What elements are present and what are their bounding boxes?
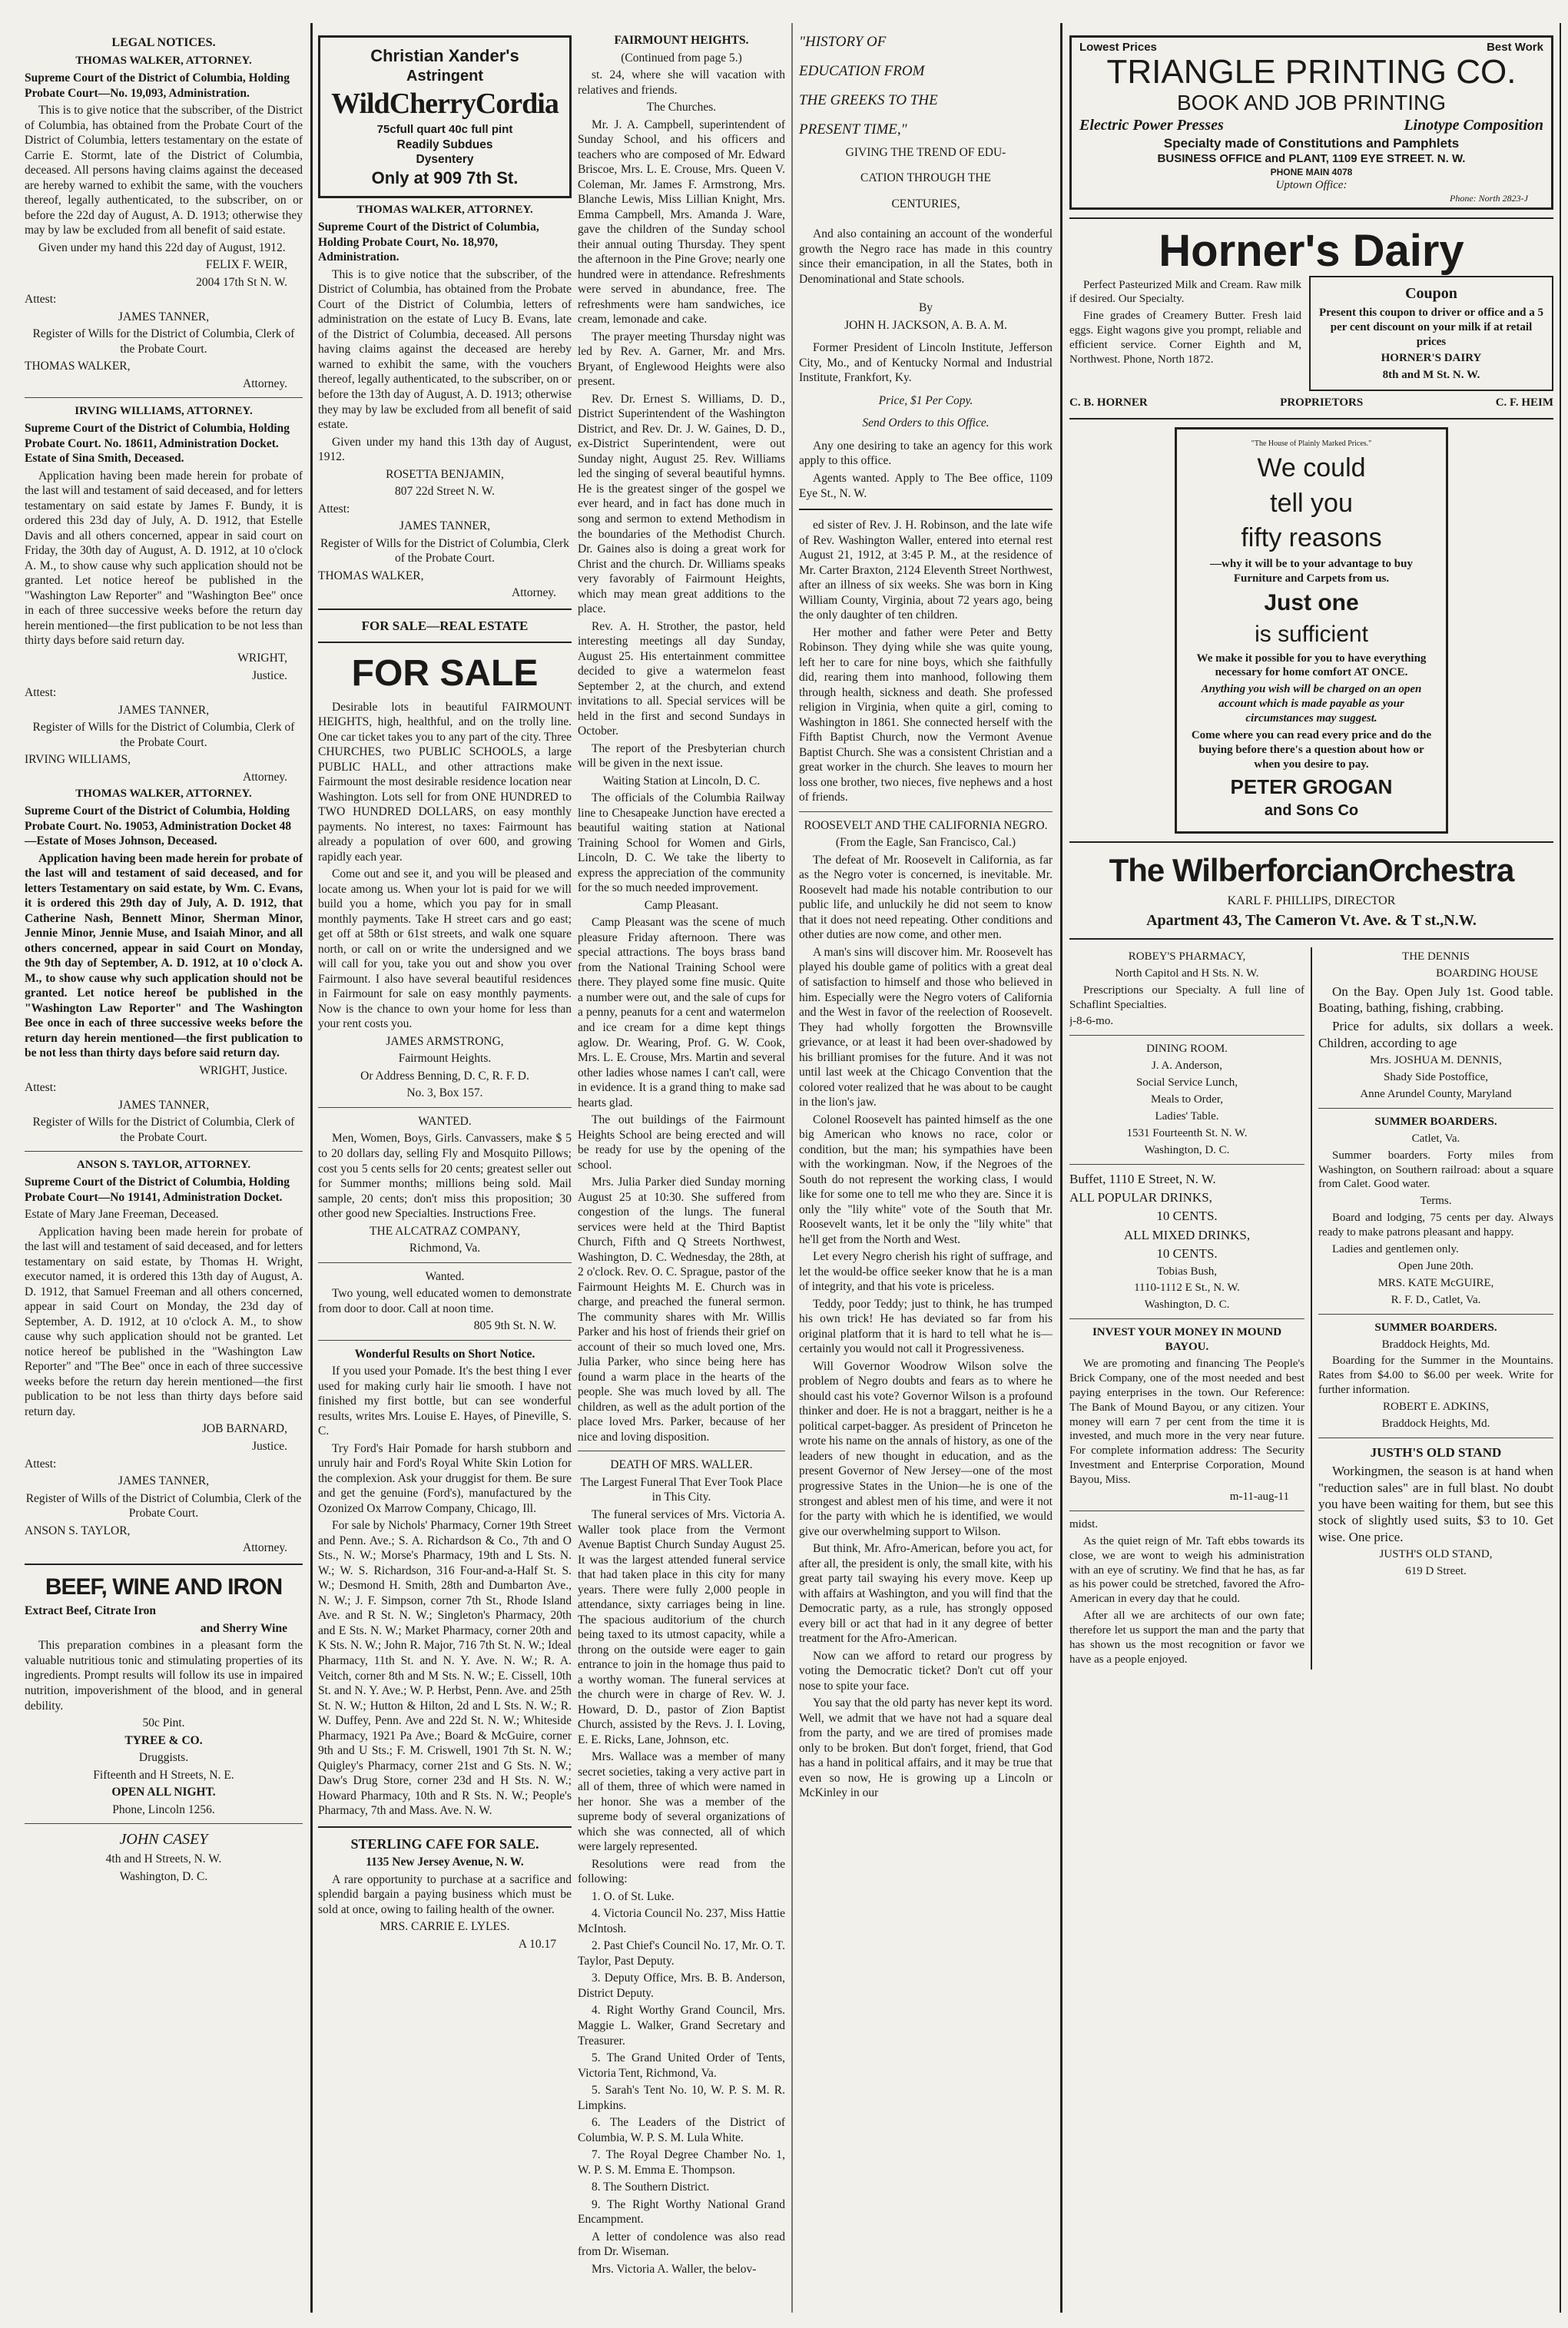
notice-register: JAMES TANNER, (399, 519, 491, 533)
column-five (1069, 31, 1553, 2313)
coupon-address: 8th and M St. N. W. (1382, 369, 1480, 382)
notice-address: 807 22d Street N. W. (394, 485, 496, 499)
coupon-title: Coupon (1405, 284, 1457, 302)
book-order: Send Orders to this Office. (862, 416, 990, 430)
book-title-line: EDUCATION FROM (799, 62, 925, 79)
notice-attorney-sign: ANSON S. TAYLOR, (25, 1524, 131, 1537)
ad-tag: Best Work (1487, 41, 1543, 54)
ad-buffet-price: 10 CENTS. (1156, 1209, 1218, 1224)
notice-register-title: Register of Wills for the District of Columbia, Clerk of the Probate Court. (320, 536, 570, 565)
notice-attest: Attest: (25, 293, 57, 307)
pomade-body: Try Ford's Hair Pomade for harsh stubborn and unruly hair and Ford's Royal White Skin Lotion for the complexion. Ask your druggist for them. Be sure and get the genuine (Ford's), manufactured by the Ozonized Ox Marrow Company, Chicago, Ill. (318, 1441, 572, 1515)
ad-company: TRIANGLE PRINTING CO. (1106, 52, 1517, 91)
ad-summer-title: SUMMER BOARDERS. (1374, 1321, 1497, 1334)
notice-address: 2004 17th St N. W. (196, 275, 287, 289)
ad-city: Washington, D. C. (119, 1869, 208, 1883)
ad-address: 1110-1112 E St., N. W. (1134, 1282, 1240, 1295)
ad-tag: "The House of Plainly Marked Prices." (1251, 439, 1372, 449)
ad-tag: Lowest Prices (1079, 41, 1157, 54)
article-subhead: Waiting Station at Lincoln, D. C. (602, 774, 761, 788)
article-body: The out buildings of the Fairmount Heights School are being erected and will be ready for use by the opening of the school. (578, 1113, 785, 1172)
ad-service: Social Service Lunch, (1135, 1076, 1238, 1089)
ad-service: Ladies' Table. (1155, 1109, 1219, 1123)
ad-body: Perfect Pasteurized Milk and Cream. Raw milk if desired. Our Specialty. (1069, 278, 1301, 306)
ad-body: Ladies and gentlemen only. (1332, 1243, 1459, 1256)
notice-attorney-title: Attorney. (243, 770, 287, 784)
ad-body: Board and lodging, 75 cents per day. Always ready to make patrons pleasant and happy. (1318, 1212, 1553, 1239)
ad-phone: Phone, Lincoln 1256. (112, 1802, 215, 1816)
cafe-date: A 10.17 (518, 1937, 556, 1951)
obituary-title: DEATH OF MRS. WALLER. (610, 1458, 753, 1472)
notice-attorney-title: Attorney. (243, 1541, 287, 1555)
ad-store: JUSTH'S OLD STAND, (1379, 1548, 1493, 1561)
ad-justh-title: JUSTH'S OLD STAND (1370, 1444, 1502, 1460)
ad-headline: fifty reasons (1241, 523, 1382, 553)
ad-orchestra-name: The WilberforcianOrchestra (1109, 851, 1514, 888)
notice-body: This is to give notice that the subscriber, of the District of Columbia, has obtained from the Probate Court of the District of Columbia, letters of administration on the estate of Lucy B. Evans, late of the District of Columbia, deceased. All persons having claims against the deceased are hereby warned to exhibit the same, with the vouchers thereof, legally authenticated, to the subscriber, on or before the 13th day of August, A. D. 1913; otherwise they may by law be excluded from all benefit of said estate. (318, 267, 572, 432)
book-title-line: "HISTORY OF (799, 34, 887, 50)
ad-product: WildCherryCordia (331, 87, 559, 120)
ad-subtitle: Astringent (406, 67, 483, 85)
section-title: LEGAL NOTICES. (111, 36, 216, 49)
resolution-item: 8. The Southern District. (592, 2180, 710, 2194)
ad-owner: Tobias Bush, (1156, 1265, 1218, 1278)
ad-company-sub: and Sons Co (1264, 802, 1359, 820)
wanted-title: Wanted. (425, 1269, 465, 1283)
article-body: Mrs. Julia Parker died Sunday morning August 25 at 10:30. She suffered from congestion of the lungs. The funeral services were held at the Third Baptist Church, Fifth and Q Streets Northwest, Washington, D. C. Wednesday, the 28th, at 2 o'clock. Rev. O. C. Sprague, pastor of the Fairmount Heights M. E. Church was in charge, and preached the funeral sermon. The community shares with Mr. Willis Parker and his host of friends their grief on account of their so much loved one, Mrs. Julia Parker, who since being here has found a warm place in the hearts of the people. She was much loved by all. The children, as well as the adult portion of the place loved Mrs. Parker, because of her nice and loving disposition. (578, 1176, 785, 1444)
legal-notice (25, 54, 303, 391)
article-body: midst. (1069, 1517, 1099, 1530)
resolution-item: 6. The Leaders of the District of Columbia, W. P. S. M. Lula White. (578, 2116, 785, 2144)
pomade-body: If you used your Pomade. It's the best thing I ever used for making curly hair lie smooth. I have not finished my first bottle, but can see wonderful results, writes Mrs. Louise E. Hayes, of Pineville, S. C. (318, 1365, 572, 1438)
legal-notice (25, 404, 303, 784)
ad-terms: Terms. (1420, 1195, 1452, 1208)
book-body: And also containing an account of the wonderful growth the Negro race has made in this country since their emancipation, in all the States, both in Denominational and State schools. (799, 227, 1053, 286)
ad-claim: Dysentery (416, 153, 474, 167)
ad-name: JOHN CASEY (119, 1831, 208, 1849)
ad-buffet-price: 10 CENTS. (1156, 1246, 1218, 1262)
article-body: st. 24, where she will vacation with relatives and friends. (578, 68, 785, 97)
ad-address: Apartment 43, The Cameron Vt. Ave. & T st.,N.W. (1146, 911, 1477, 929)
article-title: FAIRMOUNT HEIGHTS. (614, 34, 749, 47)
resolution-item: 7. The Royal Degree Chamber No. 1, W. P. S. M. Emma E. Thompson. (578, 2148, 785, 2177)
book-by: By (918, 301, 933, 315)
article-body: After all we are architects of our own fate; therefore let us support the man and the party that has shown us the most recognition or favor we have as a people enjoyed. (1069, 1610, 1304, 1666)
notice-judge: WRIGHT, Justice. (199, 1063, 287, 1077)
ad-headline: Just one (1264, 589, 1359, 615)
notice-register-title: Register of Wills for the District of Columbia, Clerk of the Probate Court. (32, 1116, 295, 1144)
wanted-company: THE ALCATRAZ COMPANY, (370, 1224, 520, 1238)
resolution-item: 1. O. of St. Luke. (592, 1889, 675, 1903)
book-subtitle: GIVING THE TREND OF EDU- (845, 145, 1006, 159)
ad-headline: We could (1257, 453, 1366, 483)
notice-register-title: Register of Wills for the District of Columbia, Clerk of the Probate Court. (32, 327, 295, 356)
article-body: But think, Mr. Afro-American, before you act, for after all, the president is only, the small kite, with his great party tail swaying his every move. Keep up with affairs at Washington, and you will find that the Democratic party, as a rule, has strongly opposed every bill or act that had in it any degree of better treatment for the Afro-American. (799, 1542, 1053, 1646)
ad-summer-title: SUMMER BOARDERS. (1374, 1115, 1497, 1128)
article-body: Let every Negro cherish his right of suffrage, and let the would-be office seeker know that he is a man of integrity, and that his vote is priceless. (799, 1250, 1053, 1294)
book-agents: Agents wanted. Apply to The Bee office, 1109 Eye St., N. W. (799, 472, 1053, 500)
ad-price: 50c Pint. (142, 1716, 185, 1730)
cafe-body: A rare opportunity to purchase at a sacrifice and splendid bargain a paying business which must be sold at once, owing to failing health of the owner. (318, 1872, 572, 1916)
ad-specialty: Specialty made of Constitutions and Pamphlets (1163, 136, 1460, 151)
notice-judge: JOB BARNARD, (201, 1422, 287, 1436)
ad-uptown-phone: Phone: North 2823-J (1450, 192, 1528, 204)
ad-body: Anything you wish will be charged on an open account which is made payable as your circumstances may suggest. (1201, 683, 1422, 725)
ad-address: BUSINESS OFFICE and PLANT, 1109 EYE STREET. N. W. (1157, 151, 1466, 165)
ad-address: 1531 Fourteenth St. N. W. (1126, 1126, 1248, 1139)
ad-buffet-line: ALL POPULAR DRINKS, (1069, 1189, 1212, 1205)
ad-open: Open June 20th. (1398, 1259, 1474, 1272)
ad-brand: Christian Xander's (370, 46, 519, 65)
obituary-subtitle: The Largest Funeral That Ever Took Place in This City. (580, 1475, 783, 1504)
ad-buffet-line: ALL MIXED DRINKS, (1123, 1227, 1251, 1242)
ad-county: Anne Arundel County, Maryland (1360, 1088, 1512, 1101)
notice-register-title: Register of Wills for the District of Columbia, Clerk of the Probate Court. (32, 721, 295, 749)
notice-judge-title: Justice. (251, 668, 287, 682)
notice-attest: Attest: (25, 1081, 57, 1095)
ad-hours: OPEN ALL NIGHT. (111, 1786, 216, 1799)
notice-attorney-title: Attorney. (243, 376, 287, 390)
notice-register: JAMES TANNER, (118, 703, 210, 717)
book-ad (799, 33, 1053, 501)
wanted-title: WANTED. (418, 1114, 472, 1128)
notice-court: Supreme Court of the District of Columbia, Holding Probate Court. No. 18611, Administration Docket. Estate of Sina Smith, Deceased. (25, 422, 290, 466)
notice-attest: Attest: (25, 686, 57, 700)
resolution-item: 2. Past Chief's Council No. 17, Mr. O. T. Taylor, Past Deputy. (578, 1939, 785, 1968)
notice-court: Supreme Court of the District of Columbia, Holding Probate Court—No 19141, Administration Docket. (25, 1176, 290, 1204)
article-body: Teddy, poor Teddy; just to think, he has trumped his own trick! He has deviated so far from his original platform that it is hard to tell what he is—certainly you would not call it Progressiveness. (799, 1297, 1053, 1356)
notice-body: Application having been made herein for probate of the last will and testament of said deceased, and for letters Testamentary on said estate, by Wm. C. Evans, it is ordered this 29th day of July, A. D. 1912, that Catherine Nash, Bennett Minor, Sherman Minor, Jennie Minor, Jennie Muse, and Isaiah Minor, and all others concerned, appear in said Court on Monday, the 9th day of September, A. D. 1912, at 10 o'clock A. M., to show cause why such application should not be granted. Let notice hereof be published in the "Washington Law Reporter" and The Washington Bee once in each of three successive weeks before the return day herein mentioned—the first publication to be not less than thirty days before said return day. (25, 851, 303, 1060)
ad-city: Washington, D. C. (1144, 1298, 1230, 1312)
ad-store-type: Druggists. (138, 1751, 189, 1765)
article-subhead: Camp Pleasant. (644, 898, 719, 912)
article-body: You say that the old party has never kept its word. Well, we admit that we have not had a square deal from the party, and we are tired of promises made only to be broken. But don't forget, friend, that God has a hand in political affairs, and it may be true that even so now, He is growing up a Lincoln or McKinley in our (799, 1696, 1053, 1800)
notice-body: This is to give notice that the subscriber, of the District of Columbia, has obtained from the Probate Court of the District of Columbia, letters testamentary on the estate of Carrie E. Stormt, late of the District of Columbia, deceased. All persons having claims against the deceased are hereby warned to exhibit the same, with the vouchers thereof, legally authenticated, to the subscriber, on or before the 22d day of August, A. D. 1913; otherwise they may by law be excluded from all benefit of said estate. (25, 104, 303, 237)
notice-signer: ROSETTA BENJAMIN, (386, 467, 504, 481)
sale-box: No. 3, Box 157. (406, 1086, 483, 1100)
ad-owner: MRS. KATE McGUIRE, (1377, 1276, 1494, 1289)
resolution-item: 4. Right Worthy Grand Council, Mrs. Maggie L. Walker, Grand Secretary and Treasurer. (578, 2004, 785, 2048)
notice-judge-title: Justice. (251, 1440, 287, 1453)
book-title-line: PRESENT TIME," (799, 121, 907, 138)
ad-owner: Mrs. JOSHUA M. DENNIS, (1370, 1054, 1502, 1067)
column-rule (1560, 23, 1561, 2313)
book-title-line: THE GREEKS TO THE (799, 91, 938, 108)
column-two (318, 31, 572, 2313)
resolution-item: 3. Deputy Office, Mrs. B. B. Anderson, District Deputy. (578, 1972, 785, 2000)
notice-register: JAMES TANNER, (118, 310, 210, 323)
ad-city: Washington, D. C. (1144, 1143, 1230, 1156)
ad-place: Braddock Heights, Md. (1381, 1338, 1490, 1351)
ad-body: This preparation combines in a pleasant form the valuable nutritious tonic and stimulating properties of its ingredients. Prompt results will follow its use in impaired nutrition, impoverishment of the blood, and in general debility. (25, 1639, 303, 1713)
notice-attorney-sign: THOMAS WALKER, (318, 569, 424, 582)
article-continued: (Continued from page 5.) (621, 51, 742, 65)
article-title: ROOSEVELT AND THE CALIFORNIA NEGRO. (804, 818, 1048, 832)
ad-body: Prescriptions our Specialty. A full line of Schaflint Specialties. (1069, 983, 1304, 1011)
notice-court: Supreme Court of the District of Columbia, Holding Probate Court—No. 19,093, Administration. (25, 71, 290, 100)
article-body: A man's sins will discover him. Mr. Roosevelt has played his double game of politics with a great deal of satisfaction to himself and those who believed in him. Especially were the Negro voters of California and the West in favor of the reelection of Roosevelt. They had wholly forgotten the Brownsville grievance, or at least it had been over-shadowed by his brilliant promises for the future. And it was not until last week at the Chicago Convention that the colored voter realized that he was about to be caught in the lion's jaw. (799, 945, 1053, 1109)
obituary-body: The funeral services of Mrs. Victoria A. Waller took place from the Vermont Avenue Baptist Church Sunday August 25. It was the largest attended funeral service that had taken place in this city for many years. There were fully 2,000 people in attendance, sixty carriages being in line. The spacious auditorium of the church being taxed to its utmost capacity, while a throng on the outside were eager to gain entrance to join in the homage thus paid to a worthy woman. The funeral services at the church were in charge of Rev. W. J. Howard, D. D., pastor of Zion Baptist Church, assisted by the Revs. J. I. Loving, E. E. Ricks, Lane, Johnson, etc. (578, 1507, 785, 1746)
notice-given: Given under my hand this 13th day of August, 1912. (318, 435, 572, 464)
ad-address: Shady Side Postoffice, (1384, 1071, 1488, 1084)
notice-attorney: THOMAS WALKER, ATTORNEY. (75, 55, 252, 68)
notice-attorney: ANSON S. TAYLOR, ATTORNEY. (76, 1159, 251, 1172)
ad-horner-title: Horner's Dairy (1159, 225, 1464, 276)
notice-judge: WRIGHT, (237, 651, 287, 665)
column-rule (310, 23, 313, 2313)
ad-body: Fine grades of Creamery Butter. Fresh laid eggs. Eight wagons give you prompt, reliable and efficient service. Corner Eighth and M, Northwest. Phone, North 1872. (1069, 310, 1301, 366)
ad-triangle-printing (1069, 35, 1553, 210)
ad-store: TYREE & CO. (124, 1733, 203, 1747)
column-rule (791, 23, 793, 2313)
notice-attorney-sign: THOMAS WALKER, (25, 360, 131, 373)
wanted-city: Richmond, Va. (409, 1242, 481, 1255)
resolutions-list (578, 1889, 785, 2227)
book-author: JOHN H. JACKSON, A. B. A. M. (844, 318, 1007, 332)
article-subhead: The Churches. (646, 101, 717, 114)
ad-body: Come where you can read every price and do the buying before there's a question about how or when you desire to pay. (1191, 728, 1432, 771)
ad-feature: Linotype Composition (1404, 117, 1543, 134)
article-body: Colonel Roosevelt has painted himself as the one big American who knows no race, color or condition, but the man; his sympathies have been with the workingman. Now, if the Negroes of the South do not represent the working class, I would like for some one to tell me who they are. Since it is only the "lily white" vote of the South that Mr. Roosevelt wants, let it be only the "lily white" that he'll get from the North and West. (799, 1113, 1053, 1246)
column-legal-notices (25, 31, 303, 2313)
notice-given: Given under my hand this 22d day of August, 1912. (38, 240, 286, 254)
notice-attorney-sign: IRVING WILLIAMS, (25, 753, 131, 767)
book-subtitle: CATION THROUGH THE (860, 171, 991, 185)
book-price: Price, $1 Per Copy. (878, 393, 973, 407)
legal-notice (25, 787, 303, 1145)
pomade-body: For sale by Nichols' Pharmacy, Corner 19th Street and Penn. Ave.; S. A. Richardson & Co., 7th and O Sts., N. W.; Morse's Pharmacy, 19th and L Sts. N. W.; W. S. Richardson, 316 Four-and-a-Half St. S. W.; Desmond H. Smith, 28th and Dumbarton Ave., N. W.; J. F. Simpson, corner 7th St., Rhode Island Ave. and R St. N. W.; Singleton's Pharmacy, 20th and E Sts. N. W.; Market Pharmacy, corner 20th and K Sts. N. W.; John R. Major, 716 7th St. N. W.; Ideal Pharmacy, 11th St. and N. Y. Ave. N. W.; R. A. Veitch, corner 8th and M Sts. N. W.; E. Cissell, 10th St. and N. Y. Ave.; W. P. Herbst, Penn. Ave. and 25th St. N. W.; Hutton & Hilton, 2d and L Sts. N. W.; R. W. Duffey, Penn. Ave and 22d St. N. W.; Whiteside Pharmacy, 1921 Pa Ave.; Board & McGuire, corner 9th and U Sts.; F. M. Criswell, 1901 7th St. N. W.; Quigley's Pharmacy, corner 21st and G Sts. N. W.; Daw's Drug Store, corner 23d and H Sts. N. W.; Howard Pharmacy, 10th and R Sts. N. W.; People's Pharmacy, 7th and Mass. Ave. N. W. (318, 1519, 572, 1818)
resolution-item: 5. Sarah's Tent No. 10, W. P. S. M. R. Limpkins. (578, 2084, 785, 2112)
sale-body: Desirable lots in beautiful FAIRMOUNT HEIGHTS, high, healthful, and on the trolly line. One car ticket takes you to any part of the city. Three CHURCHES, two PUBLIC SCHOOLS, a large PUBLIC HALL, and other attractions make Fairmount the most desirable residence location near Washington. Lots sell for from ONE HUNDRED to TWO HUNDRED DOLLARS, on easy monthly payments. No interest, no taxes: Fairmount has already a population of over 600, and growing rapidly each year. (318, 700, 572, 864)
ad-company: PETER GROGAN (1230, 774, 1393, 798)
ad-director: KARL F. PHILLIPS, DIRECTOR (1227, 894, 1396, 907)
owner-title: PROPRIETORS (1280, 396, 1364, 410)
obituary-body: Mrs. Victoria A. Waller, the belov- (592, 2262, 757, 2276)
ad-title: BEEF, WINE AND IRON (45, 1574, 283, 1600)
column-rule (1060, 23, 1062, 2313)
ad-dining-title: DINING ROOM. (1146, 1043, 1228, 1056)
column-five-right (1312, 947, 1553, 1670)
ad-date: m-11-aug-11 (1229, 1491, 1289, 1504)
for-sale-headline: FOR SALE (351, 653, 539, 695)
ad-address: Only at 909 7th St. (371, 167, 519, 187)
ad-claim: Readily Subdues (396, 138, 493, 151)
article-source: (From the Eagle, San Francisco, Cal.) (835, 836, 1016, 850)
notice-attorney: IRVING WILLIAMS, ATTORNEY. (75, 405, 253, 418)
wanted-address: 805 9th St. N. W. (473, 1319, 556, 1333)
wanted-body: Men, Women, Boys, Girls. Canvassers, make $ 5 to 20 dollars day, selling Fly and Mosquito Pillows; cost you 5 cents sells for 20 cents; greatest seller out for Summer months; millions being sold. Mail sample, 20 cents; don't miss this proposition; 30 other good new Specialties. Instructions Free. (318, 1132, 572, 1221)
notice-register: JAMES TANNER, (118, 1098, 210, 1112)
article-body: As the quiet reign of Mr. Taft ebbs towards its close, we are wont to weigh his administration with an eye of scrutiny. We find that he has, as far as his power could be stretched, favored the Afro-American in every day that he could. (1069, 1534, 1304, 1606)
obituary-body: Mrs. Wallace was a member of many secret societies, taking a very active part in all of them, three of which were named in her honor. She was a member of the supreme body of several organizations of which she was connected, all of which were largely represented. (578, 1750, 785, 1854)
column-three (578, 31, 785, 2313)
notice-court: Supreme Court of the District of Columbia, Holding Probate Court, No. 18,970, Administration. (318, 221, 539, 264)
ad-body: Boarding for the Summer in the Mountains. Rates from $4.00 to $6.00 per week. Write for further information. (1318, 1355, 1553, 1397)
notice-register-title: Register of Wills of the District of Columbia, Clerk of the Probate Court. (25, 1491, 302, 1520)
ad-address: 619 D Street. (1405, 1565, 1467, 1578)
ad-uptown: Uptown Office: (1275, 178, 1348, 191)
book-author-bio: Former President of Lincoln Institute, Jefferson City, Mo., and of Kentucky Normal and Industrial Institute, Frankfort, Ky. (799, 341, 1053, 385)
owner-name: C. B. HORNER (1069, 396, 1148, 410)
ad-body: We make it possible for you to have everything necessary for home comfort AT ONCE. (1196, 652, 1427, 679)
ad-address: North Capitol and H Sts. N. W. (1115, 967, 1259, 980)
wanted-body: Two young, well educated women to demonstrate from door to door. Call at noon time. (318, 1287, 572, 1315)
obituary-body: A letter of condolence was also read from Dr. Wiseman. (578, 2230, 785, 2259)
obituary-continued: ed sister of Rev. J. H. Robinson, and the late wife of Rev. Washington Waller, entered into eternal rest August 21, 1912, at 3:45 P. M., at the residence of Mr. Carter Braxton, 2124 Eleventh Street Northwest, after an illness of six weeks. She was born in King William County, Virginia, about 72 years ago, being the only daughter of ten children. (799, 519, 1053, 622)
article-body: Rev. Dr. Ernest S. Williams, D. D., District Superintendent of the Washington District, and Rev. Dr. J. W. Gaines, D. D., ex-District Superintendent, were out Sunday night, August 25. Rev. Williams led the singing of several beautiful hymns. He is the greatest singer of the gospel we ever heard, and in fact has done much in song and sermon to extend Methodism in the boundaries of the Methodist Church. Dr. Gaines also is doing a great work for Christ and the church. Dr. Williams speaks very favorably of Fairmount Heights, which may mean great additions to the place. (578, 392, 785, 616)
article-body: Rev. A. H. Strother, the pastor, held interesting meetings all day Sunday, August 25. His entertainment committee decided to give a watermelon feast September 2, at the church, and extend invitations to all. Special services will be held in the first and second Sundays in October. (578, 619, 785, 738)
ad-peter-grogan (1175, 427, 1448, 834)
ad-bayou-title: INVEST YOUR MONEY IN MOUND BAYOU. (1092, 1326, 1282, 1354)
resolution-item: 5. The Grand United Order of Tents, Victoria Tent, Richmond, Va. (578, 2051, 785, 2080)
ad-buffet-address: Buffet, 1110 E Street, N. W. (1069, 1171, 1216, 1186)
ad-feature: Electric Power Presses (1079, 117, 1224, 134)
ad-dennis-title: THE DENNIS (1402, 950, 1470, 963)
ad-price: 75cfull quart 40c full pint (376, 122, 513, 136)
article-body: Camp Pleasant was the scene of much pleasure Friday afternoon. There was special attractions. The boys brass band from the National Training School were there. They played some fine music. Quite a number were out, and the sale of cups for a penny, peanuts for a cent and watermelon and ice cream for a dime kept things aglow. Dr. Wearing, Prof. G. W. Cook, Mrs. L. E. Crouse, Mrs. Martin and several other ladies whose names I can't call, were in evidence. It is a grand thing to make sad hearts glad. (578, 916, 785, 1109)
ad-phone: PHONE MAIN 4078 (1270, 166, 1353, 177)
ad-subtitle: Extract Beef, Citrate Iron (25, 1604, 157, 1618)
notice-register: JAMES TANNER, (118, 1474, 210, 1488)
coupon-name: HORNER'S DAIRY (1381, 352, 1482, 365)
cafe-address: 1135 New Jersey Avenue, N. W. (366, 1855, 524, 1869)
ad-subtitle: and Sherry Wine (200, 1621, 287, 1635)
notice-body: Application having been made herein for probate of the last will and testament of said deceased, and for letters testamentary on said estate by James F. Bundy, it is ordered this 23d day of July, A. D. 1912, that Estelle Davis and all others concerned, appear in said court on Friday, the 30th day of August, A. D. 1912, at 10 o'clock A. M., to show cause why such application should not be granted. Let notice hereof be published in the "Washington Law Reporter" and "Washington Bee" once in each of three successive weeks before the return day herein mentioned—the first publication to be not less than thirty days before said return day. (25, 469, 303, 648)
article-body: Now can we afford to retard our progress by voting the Democratic ticket? Don't cut off your nose to spite your face. (799, 1649, 1053, 1693)
ad-dennis-sub: BOARDING HOUSE (1436, 967, 1538, 980)
book-agency: Any one desiring to take an agency for this work apply to this office. (799, 439, 1053, 468)
notice-attest: Attest: (318, 502, 350, 516)
article-body: The prayer meeting Thursday night was led by Rev. A. Garner, Mr. and Mrs. Bryant, of Englewood Heights were also present. (578, 330, 785, 389)
column-five-left (1069, 947, 1312, 1670)
pomade-title: Wonderful Results on Short Notice. (354, 1347, 535, 1361)
book-subtitle: CENTURIES, (891, 197, 960, 211)
owner-name: C. F. HEIM (1495, 396, 1553, 410)
notice-attorney-title: Attorney. (512, 586, 556, 600)
ad-john-casey (25, 1830, 303, 1884)
ad-body: —why it will be to your advantage to buy Furniture and Carpets from us. (1210, 558, 1413, 585)
column-four (799, 31, 1053, 2313)
notice-attest: Attest: (25, 1457, 57, 1471)
ad-address: 4th and H Streets, N. W. (105, 1852, 222, 1866)
ad-headline: tell you (1270, 488, 1353, 518)
ad-beef-wine-iron (25, 1573, 303, 1818)
ad-place: Catlet, Va. (1411, 1132, 1460, 1145)
legal-notice (25, 1158, 303, 1555)
ad-address: Braddock Heights, Md. (1381, 1417, 1490, 1430)
obituary-body: Resolutions were read from the following: (578, 1857, 785, 1886)
notice-body: Application having been made herein for probate of the last will and testament of said deceased, and for letters testamentary on said estate, by Thomas H. Wright, executor named, it is ordered this 13th day of August, A. D. 1912, that Samuel Freeman and all others concerned, appear in said Court on Monday, the 23d day of September, A. D. 1912, at 10 o'clock A. M., to show cause why such application should not be granted. Let notice hereof be published in the "Washington Law Reporter" and "The Bee" once in each of three successive weeks before the return day herein mentioned—the first publication to be not less than thirty days before said return day. (25, 1225, 303, 1418)
ad-horner (1069, 276, 1553, 392)
ad-body: Workingmen, the season is at hand when "reduction sales" are in full blast. No doubt you have been waiting for them, but see this stock of slightly used suits, $3 to 10. Get wise. One price. (1318, 1464, 1553, 1544)
notice-signer: FELIX F. WEIR, (205, 258, 287, 272)
article-body: Mr. J. A. Campbell, superintendent of Sunday School, and his officers and teachers who are composed of Mr. Edward Briscoe, Mrs. L. E. Crouse, Mrs. Queen V. Coleman, Mr. James F. Armstrong, Mrs. Blanche Lewis, Miss Lillian Knight, Mrs. Emma Campbell, Mrs. Amanda J. Ware, gave the children of the Sunday school their annual outing Thursday. They spent the afternoon in the Pine Grove; nearly one hundred were in attendance. Refreshments were served in abundance, free. The refreshments were ham sandwiches, ice cream, lemonade and cake. (578, 118, 785, 327)
sale-address: Or Address Benning, D. C, R. F. D. (360, 1069, 529, 1083)
coupon-body: Present this coupon to driver or office and a 5 per cent discount on your milk if at retail prices (1318, 306, 1544, 348)
ad-subtitle: BOOK AND JOB PRINTING (1176, 90, 1447, 114)
ad-date: j-8-6-mo. (1069, 1015, 1114, 1028)
legal-notice (318, 203, 572, 600)
ad-owner: J. A. Anderson, (1151, 1060, 1223, 1073)
ad-body: Price for adults, six dollars a week. Children, according to age (1318, 1019, 1553, 1050)
article-body: The defeat of Mr. Roosevelt in California, as far as the Negro voter is concerned, is inevitable. Mr. Roosevelt had made his notable contribution to our public life, and unluckily he did not seem to know that it does not need repeating. Other conditions and other duties are now come, and other men. (799, 853, 1053, 942)
ad-body: We are promoting and financing The People's Brick Company, one of the most needed and best paying enterprises in the town. Our Reference: The Bank of Mound Bayou, or any citizen. Your money will earn 7 per cent from the time it is invested, and much more in the very near future. For complete information address: The Security Investment and Enterprise Corporation, Mound Bayou, Miss. (1069, 1358, 1304, 1487)
sale-body: Come out and see it, and you will be pleased and locate among us. When your lot is paid for we will build you a home, which you pay for in small monthly payments. Take H street cars and go east; get off at 58th or 61st streets, and walk one square north, or call on or write the undersigned and we will call for you, take you out and show you over Fairmount. I also have several beautiful residences in Fairmount for sale on easy monthly payments. Now is the chance to own your home for less than your rent costs you. (318, 867, 572, 1031)
notice-estate: Estate of Mary Jane Freeman, Deceased. (25, 1208, 219, 1222)
article-body: The officials of the Columbia Railway line to Chesapeake Junction have erected a beautiful waiting station at National Training School for Women and Girls, Lincoln, D. C. We take the liberty to express the appreciation of the community for the so much needed improvement. (578, 791, 785, 895)
cafe-title: STERLING CAFE FOR SALE. (350, 1836, 539, 1852)
article-body: The report of the Presbyterian church will be given in the next issue. (578, 741, 785, 771)
obituary-continued: Her mother and father were Peter and Betty Robinson. They dying while she was quite young, left her to care for nine boys, which she faithfully did, rearing them into manhood, following them through health, sickness and death. She professed religion in Virginia, when quite a girl, coming to Washington in 1861. She connected herself with the Fifth Baptist Church, now the Vermont Avenue Baptist Church. She was a consistent Christian and a great worker in the church. She leaves to mourn her loss one brother, two nieces, five nephews and a host of friends. (799, 625, 1053, 804)
ad-headline: is sufficient (1255, 621, 1368, 647)
resolution-item: 4. Victoria Council No. 237, Miss Hattie McIntosh. (578, 1907, 785, 1935)
notice-attorney: THOMAS WALKER, ATTORNEY. (75, 788, 252, 801)
ad-address: R. F. D., Catlet, Va. (1391, 1293, 1481, 1306)
cafe-signer: MRS. CARRIE E. LYLES. (380, 1920, 510, 1934)
ad-owner: ROBERT E. ADKINS, (1382, 1401, 1489, 1414)
ad-pharmacy-name: ROBEY'S PHARMACY, (1128, 950, 1246, 963)
article-body: Will Governor Woodrow Wilson solve the problem of Negro doubts and fears as to where he should cast his vote? Governor Wilson is a profound thinker and doer. He is not a braggart, neither is he a political carpet-bagger. As president of Princeton he wrote his name on the annals of history, as one of the leaders of new thought in education, and as the present Governor of New Jersey—one of the most progressive States in the Union—he is one of the strongest and ablest men of his time, and were it not for the party with which he is identified, we would give our overwhelming support to Wilson. (799, 1359, 1053, 1538)
sale-place: Fairmount Heights. (398, 1052, 492, 1066)
ad-service: Meals to Order, (1151, 1093, 1223, 1106)
ad-body: On the Bay. Open July 1st. Good table. Boating, bathing, fishing, crabbing. (1318, 983, 1553, 1016)
sale-signer: JAMES ARMSTRONG, (386, 1034, 504, 1048)
ad-address: Fifteenth and H Streets, N. E. (93, 1768, 234, 1782)
resolution-item: 9. The Right Worthy National Grand Encampment. (578, 2197, 785, 2227)
notice-court: Supreme Court of the District of Columbia, Holding Probate Court. No. 19053, Administration Docket 48—Estate of Moses Johnson, Deceased. (25, 804, 292, 848)
ad-body: Summer boarders. Forty miles from Washington, on Southern railroad: about a square from Calet. Good water. (1318, 1149, 1553, 1191)
section-title: FOR SALE—REAL ESTATE (361, 618, 529, 633)
ad-xander-cordial (318, 35, 572, 198)
notice-attorney: THOMAS WALKER, ATTORNEY. (356, 204, 533, 217)
